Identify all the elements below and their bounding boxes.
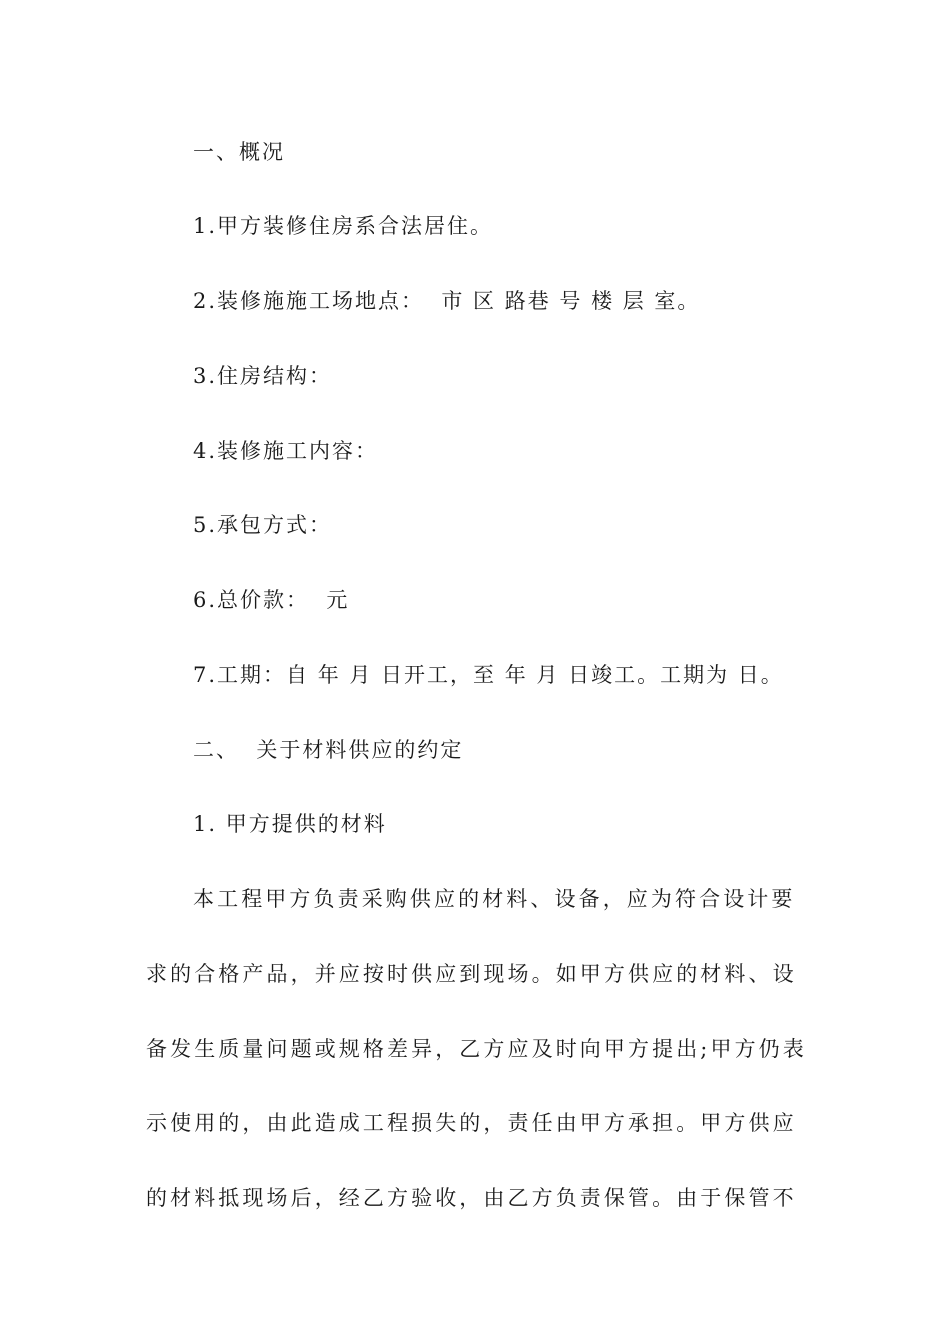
list-item: 4.装修施工内容： (193, 439, 379, 463)
paragraph-line: 示使用的，由此造成工程损失的，责任由甲方承担。甲方供应 (146, 1111, 797, 1135)
list-item: 7.工期：自 年 月 日开工，至 年 月 日竣工。工期为 日。 (193, 663, 784, 687)
paragraph-line: 备发生质量问题或规格差异，乙方应及时向甲方提出;甲方仍表 (146, 1037, 807, 1061)
list-item: 5.承包方式： (193, 513, 333, 537)
paragraph-line: 本工程甲方负责采购供应的材料、设备，应为符合设计要 (193, 887, 796, 911)
list-item: 3.住房结构： (193, 364, 333, 388)
paragraph-line: 求的合格产品，并应按时供应到现场。如甲方供应的材料、设 (146, 962, 797, 986)
list-item: 2.装修施施工场地点： 市 区 路巷 号 楼 层 室。 (193, 289, 701, 313)
list-item: 1.甲方装修住房系合法居住。 (193, 214, 494, 238)
section-heading-materials: 二、 关于材料供应的约定 (193, 738, 464, 762)
paragraph-line: 的材料抵现场后，经乙方验收，由乙方负责保管。由于保管不 (146, 1186, 797, 1210)
subsection-heading: 1. 甲方提供的材料 (193, 812, 387, 836)
section-heading-overview: 一、概况 (193, 140, 285, 164)
list-item: 6.总价款： 元 (193, 588, 350, 612)
